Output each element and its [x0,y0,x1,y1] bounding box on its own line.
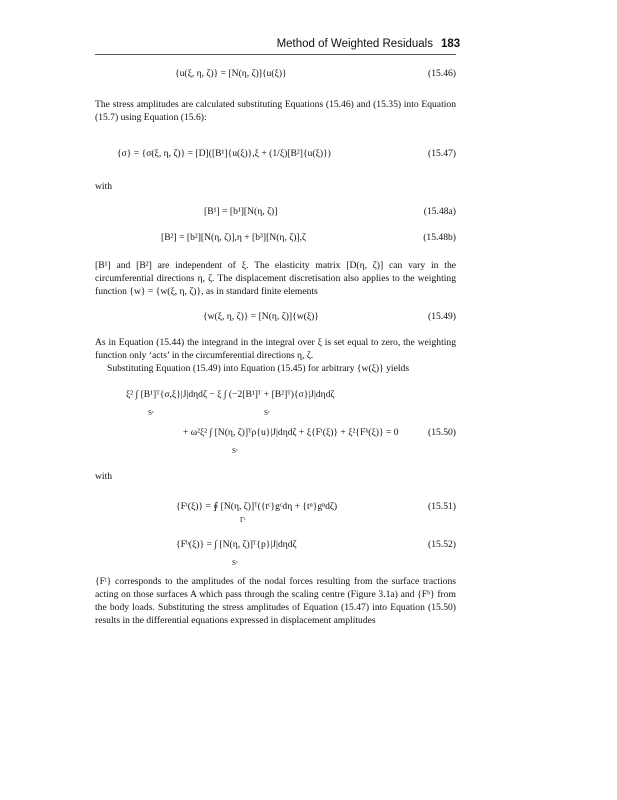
equation-number-15-50: (15.50) [428,427,456,438]
paragraph-integrand: As in Equation (15.44) the integrand in the integral over ξ is set equal to zero, the weighting function only ‘acts’ in the circumferential directions η, ζ. [95,337,456,361]
equation-number-15-51: (15.51) [428,501,456,512]
equation-number-15-46: (15.46) [428,68,456,79]
equation-number-15-52: (15.52) [428,539,456,550]
paragraph-substituting: Substituting Equation (15.49) into Equation (15.45) for arbitrary {w(ξ)} yields [107,363,410,374]
equation-15-48a: [B¹] = [b¹][N(η, ζ)] [204,206,278,217]
equation-15-46: {u(ξ, η, ζ)} = [N(η, ζ)]{u(ξ)} [175,68,287,79]
paragraph-nodal-forces: {Fᵗ} corresponds to the amplitudes of the nodal forces resulting from the surface tractions acting on those surfaces A which pass through the scaling centre (Figure 3.1a) and {Fᵇ} from the body loads. Substituting the stress amplitudes of Equation (15.47) into Equation (15.50) results in the differential equations expressed in displacement amplitudes [95,576,456,626]
integral-domain-label: Γᶜ [240,516,246,524]
equation-15-48b: [B²] = [b²][N(η, ζ)],η + [b³][N(η, ζ)],ζ [161,232,306,243]
equation-number-15-48a: (15.48a) [423,206,456,217]
equation-15-49: {w(ξ, η, ζ)} = [N(η, ζ)]{w(ξ)} [203,311,319,322]
equation-number-15-47: (15.47) [428,148,456,159]
equation-15-50-line-1: ξ² ∫ [B¹]ᵀ{σ,ξ}|J|dηdζ − ξ ∫ (−2[B¹]ᵀ + [B²]ᵀ){σ}|J|dηdζ [126,389,335,400]
integral-domain-label: Sᶜ [232,447,238,455]
paragraph-stress-amplitudes: The stress amplitudes are calculated substituting Equations (15.46) and (15.35) into Equation (15.7) using Equation (15.6): [95,99,456,123]
integral-domain-label: Sᶜ [232,559,238,567]
integral-domain-label: Sᶜ [148,409,154,417]
equation-number-15-48b: (15.48b) [423,232,456,243]
equation-15-51: {Fᵗ(ξ)} = ∮ [N(η, ζ)]ᵀ({tᶜ}gᶜdη + {tⁿ}gⁿdζ) [176,501,338,512]
equation-15-50-line-2: + ω²ξ² ∫ [N(η, ζ)]ᵀρ{u}|J|dηdζ + ξ{Fᵗ(ξ)} + ξ²{Fᵇ(ξ)} = 0 [183,427,399,438]
integral-domain-label: Sᶜ [264,409,270,417]
equation-15-47: {σ} = {σ(ξ, η, ζ)} = [D]([B¹]{u(ξ)},ξ + (1/ξ)[B²]{u(ξ)}) [117,148,331,159]
equation-15-52: {Fᵇ(ξ)} = ∫ [N(η, ζ)]ᵀ{p}|J|dηdζ [176,539,297,550]
header-rule [95,54,456,55]
text-with-2: with [95,471,113,482]
equation-number-15-49: (15.49) [428,311,456,322]
running-title: Method of Weighted Residuals [276,38,433,50]
paragraph-independence: [B¹] and [B²] are independent of ξ. The elasticity matrix [D(η, ζ)] can vary in the circumferential directions η, ζ. The displacement discretisation also applies to the weighting function {w} = {w(ξ, η, ζ)}, as in standard finite elements [95,260,456,297]
page-number: 183 [441,38,461,50]
text-with-1: with [95,181,113,192]
